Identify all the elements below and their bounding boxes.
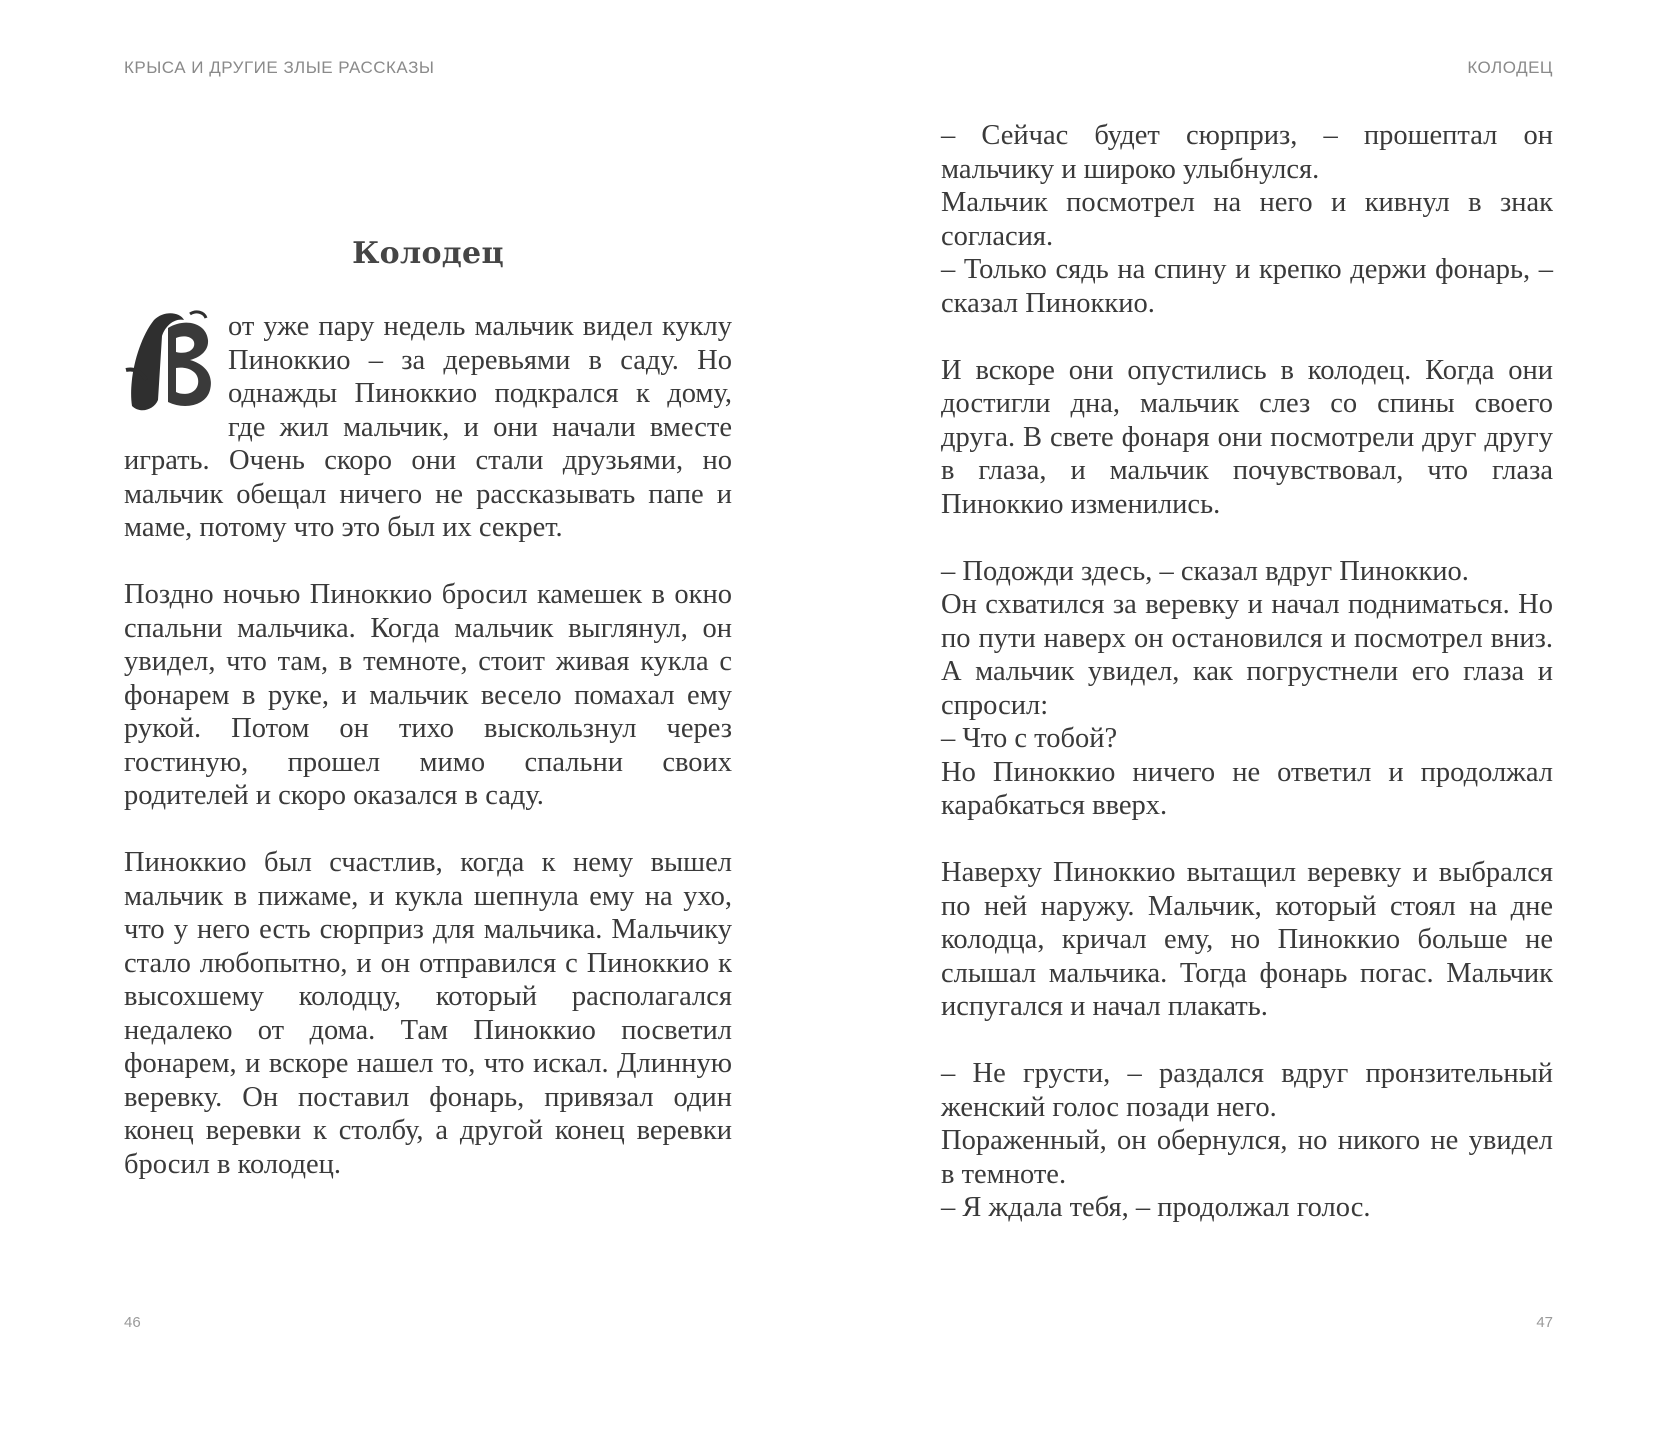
paragraph: – Только сядь на спину и крепко держи фонарь, – сказал Пиноккио.: [941, 254, 1553, 319]
right-page: [837, 0, 1674, 1434]
right-body-text: [941, 119, 1553, 1225]
running-head-left: КРЫСА И ДРУГИЕ ЗЛЫЕ РАССКАЗЫ: [124, 58, 435, 77]
chapter-title: Колодец: [352, 236, 504, 271]
page-number-right: 47: [1536, 1314, 1553, 1331]
paragraph: Мальчик посмотрел на него и кивнул в знак согласия.: [941, 187, 1553, 252]
left-body-text: [124, 310, 732, 1181]
running-head-right: КОЛОДЕЦ: [1467, 58, 1553, 77]
paragraph: И вскоре они опустились в колодец. Когда они достигли дна, мальчик слез со спины своего друга. В свете фонаря они посмотрели друг другу в глаза, и мальчик почувствовал, что глаза Пиноккио изменились.: [941, 354, 1553, 520]
dropcap-ornament: [124, 310, 218, 414]
first-paragraph: [124, 310, 732, 545]
paragraph: – Что с тобой?: [941, 723, 1118, 754]
paragraph: – Подожди здесь, – сказал вдруг Пиноккио.: [941, 555, 1469, 587]
paragraph: Но Пиноккио ничего не ответил и продолжал карабкаться вверх.: [941, 756, 1553, 821]
paragraph: Наверху Пиноккио вытащил веревку и выбрался по ней наружу. Мальчик, который стоял на дне колодца, кричал ему, но Пиноккио больше не слышал мальчика. Тогда фонарь погас. Мальчик испугался и начал плакать.: [941, 857, 1553, 1022]
paragraph: Поздно ночью Пиноккио бросил камешек в окно спальни мальчика. Когда мальчик выглянул, он увидел, что там, в темноте, стоит живая кукла с фонарем в руке, и мальчик весело помахал ему рукой. Потом он тихо выскользнул через гостиную, прошел мимо спальни своих родителей и скоро оказался в саду.: [124, 579, 732, 811]
paragraph: Пораженный, он обернулся, но никого не увидел в темноте.: [941, 1125, 1553, 1190]
paragraph: Он схватился за веревку и начал подниматься. Но по пути наверх он остановился и посмотрел вниз. А мальчик увидел, как погрустнели его глаза и спросил:: [941, 589, 1553, 721]
paragraph: – Не грусти, – раздался вдруг пронзительный женский голос позади него.: [941, 1058, 1553, 1123]
paragraph: Пиноккио был счастлив, когда к нему вышел мальчик в пижаме, и кукла шепнула ему на ухо, что у него есть сюрприз для мальчика. Мальчику стало любопытно, и он отправился с Пиноккио к высохшему колодцу, который располагался недалеко от дома. Там Пиноккио посветил фонарем, и вскоре нашел то, что искал. Длинную веревку. Он поставил фонарь, привязал один конец веревки к столбу, а другой конец веревки бросил в колодец.: [124, 847, 732, 1180]
first-paragraph-text: от уже пару недель мальчик видел куклу Пиноккио – за деревьями в саду. Но однажды Пиноккио подкрался к дому, где жил мальчик, и они начали вместе играть. Очень скоро они стали друзьями, но мальчик обещал ничего не рассказывать папе и маме, потому что это был их секрет.: [124, 311, 732, 543]
page-number-left: 46: [124, 1314, 141, 1331]
paragraph: – Сейчас будет сюрприз, – прошептал он мальчику и широко улыбнулся.: [941, 120, 1553, 185]
paragraph: – Я ждала тебя, – продолжал голос.: [941, 1192, 1371, 1223]
dropcap-letter: [124, 310, 218, 414]
